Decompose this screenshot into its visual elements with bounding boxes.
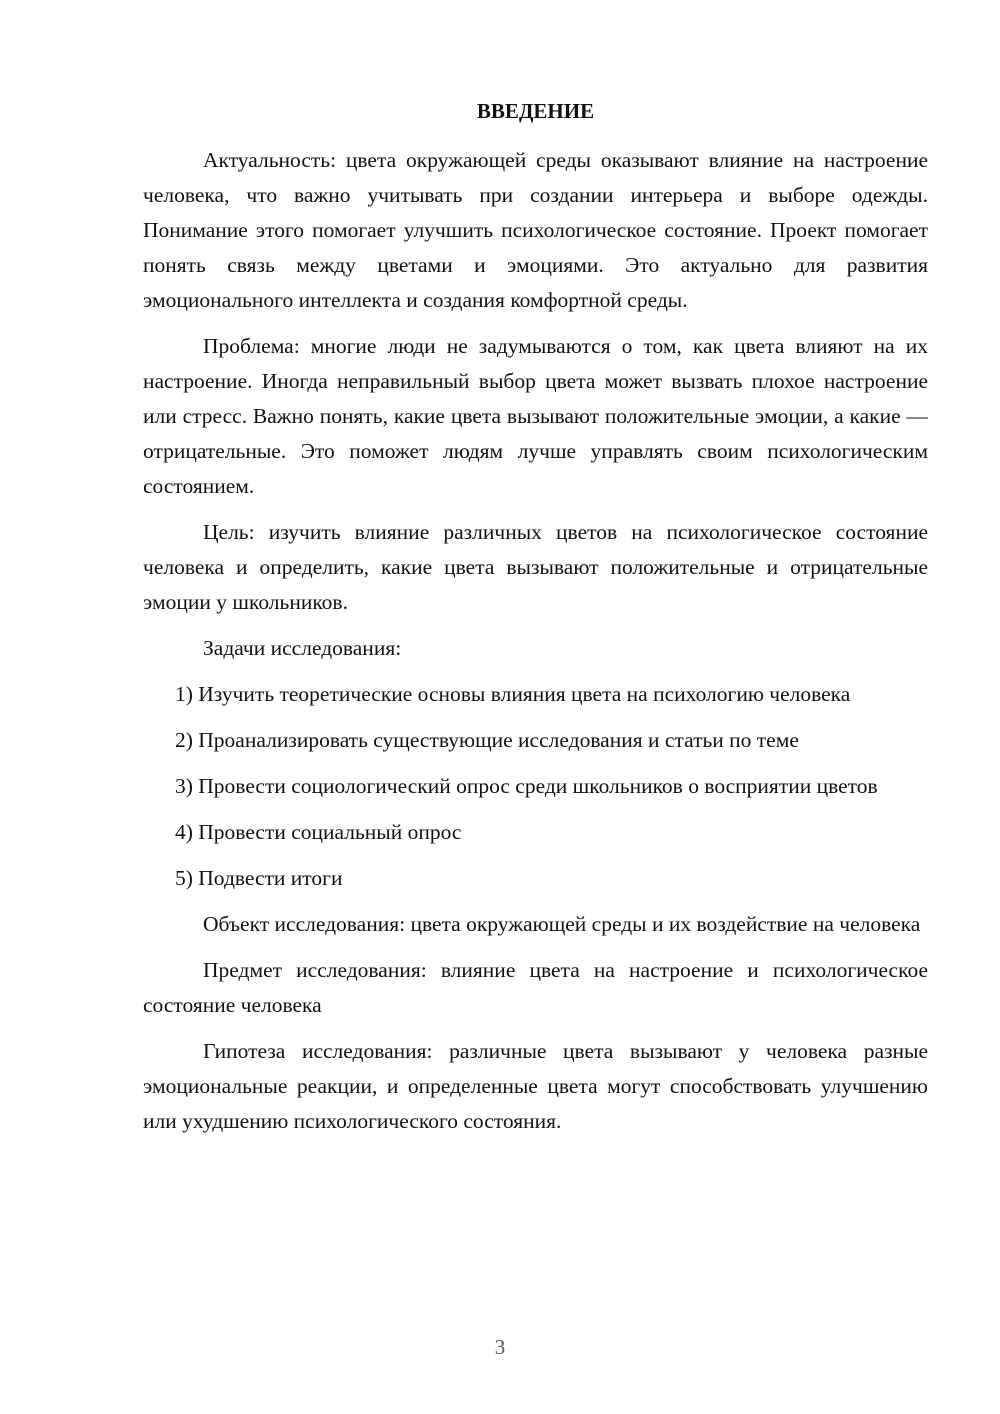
tasks-title: Задачи исследования: <box>203 636 402 660</box>
paragraph-goal: Цель: изучить влияние различных цветов на психологическое состояние человека и определить, какие цвета вызывают положительные и отрицательные эмоции у школьников. <box>143 520 928 614</box>
paragraph-problem: Проблема: многие люди не задумываются о том, как цвета влияют на их настроение. Иногда неправильный выбор цвета может вызвать плохое настроение или стресс. Важно понять, какие цвета вызывают положительные эмоции, а какие — отрицательные. Это поможет людям лучше управлять своим психологическим состоянием. <box>143 334 928 498</box>
page-title: ВВЕДЕНИЕ <box>476 99 595 123</box>
task-item-5: 5) Подвести итоги <box>175 866 343 890</box>
page-number: 3 <box>494 1335 506 1359</box>
paragraph-object: Объект исследования: цвета окружающей среды и их воздействие на человека <box>203 912 921 936</box>
task-item-3: 3) Провести социологический опрос среди школьников о восприятии цветов <box>175 774 878 798</box>
task-item-4: 4) Провести социальный опрос <box>175 820 462 844</box>
document-body <box>143 143 928 1150</box>
task-item-2: 2) Проанализировать существующие исследования и статьи по теме <box>175 728 799 752</box>
task-item-1: 1) Изучить теоретические основы влияния цвета на психологию человека <box>175 682 851 706</box>
paragraph-subject: Предмет исследования: влияние цвета на настроение и психологическое состояние человека <box>143 958 928 1017</box>
paragraph-hypothesis: Гипотеза исследования: различные цвета вызывают у человека разные эмоциональные реакции, и определенные цвета могут способствовать улучшению или ухудшению психологического состояния. <box>143 1039 928 1133</box>
paragraph-relevance: Актуальность: цвета окружающей среды оказывают влияние на настроение человека, что важно учитывать при создании интерьера и выборе одежды. Понимание этого помогает улучшить психологическое состояние. Проект помогает понять связь между цветами и эмоциями. Это актуально для развития эмоционального интеллекта и создания комфортной среды. <box>143 148 928 312</box>
